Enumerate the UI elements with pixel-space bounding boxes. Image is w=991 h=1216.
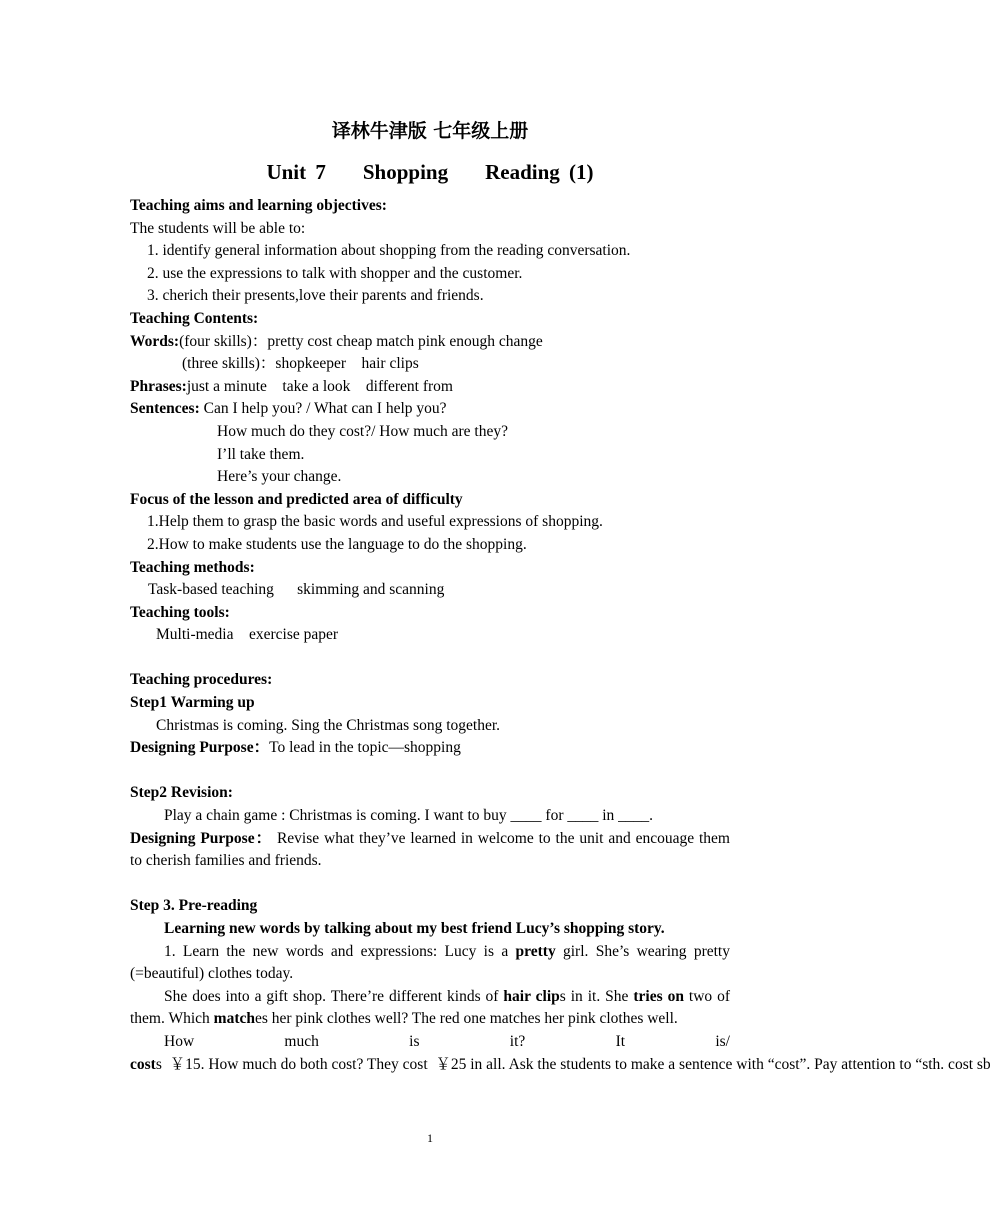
tools-heading: Teaching tools:: [130, 603, 230, 621]
aim-item: 3. cherich their presents,love their parents and friends.: [147, 287, 484, 305]
step3-heading: Step 3. Pre-reading: [130, 897, 258, 915]
text-run: s in it. She: [559, 987, 634, 1005]
step3-subheading: Learning new words by talking about my best friend Lucy’s shopping story.: [164, 920, 665, 937]
keyword-pretty: pretty: [515, 942, 556, 960]
aim-item: 2. use the expressions to talk with shopper and the customer.: [147, 264, 523, 282]
words-label: Words:: [130, 332, 180, 350]
document-title-unit: [0, 160, 860, 185]
step2-text: Play a chain game : Christmas is coming. I want to buy ____ for ____ in ____.: [164, 807, 654, 825]
step1-heading: Step1 Warming up: [130, 694, 255, 712]
step2-heading: Step2 Revision:: [130, 784, 233, 802]
words-line: [130, 331, 730, 354]
phrases-text: just a minute take a look different from: [186, 377, 453, 395]
spacer: [130, 873, 730, 896]
tools-text: Multi-media exercise paper: [156, 626, 339, 644]
step2-purpose-line: [130, 828, 730, 873]
methods-text: Task-based teaching skimming and scanning: [148, 581, 445, 599]
purpose-label: Designing Purpose：: [130, 829, 273, 847]
unit-title-text: Unit 7 Shopping Reading (1): [266, 160, 594, 184]
text-run: How much is it? It is/: [164, 1032, 730, 1050]
focus-heading: Focus of the lesson and predicted area of difficulty: [130, 490, 463, 508]
procedures-heading: Teaching procedures:: [130, 671, 273, 689]
text-run: girl. She’s wearing pretty (=beautiful) clothes today.: [130, 942, 730, 983]
step2-purpose: Revise what they’ve learned in welcome to the unit and encouage them to cherish families and friends.: [130, 829, 730, 870]
words-four-skills: (four skills)：pretty cost cheap match pink enough change: [179, 332, 543, 350]
paragraph-pretty: [130, 941, 730, 986]
keyword-tries-on: tries on: [633, 987, 684, 1005]
spacer: [130, 760, 730, 783]
sentence-item: How much do they cost?/ How much are they?: [217, 422, 508, 440]
aims-heading: Teaching aims and learning objectives:: [130, 197, 387, 214]
step1-purpose: To lead in the topic—shopping: [269, 739, 461, 757]
words-three-skills: (three skills)：shopkeeper hair clips: [182, 355, 419, 373]
document-title-chinese: 译林牛津版 七年级上册: [331, 120, 529, 142]
text-run: She does into a gift shop. There’re different kinds of: [164, 987, 504, 1005]
spacer: [130, 647, 730, 670]
step1-purpose-line: [130, 737, 730, 760]
focus-item: 1.Help them to grasp the basic words and useful expressions of shopping.: [147, 513, 603, 531]
sentence-item: Can I help you? / What can I help you?: [199, 400, 447, 418]
text-run: s ￥15. How much do both cost? They cost ￥25 in all. Ask the students to make a sentence with “cost”. Pay attention to “sth. cost sb: [155, 1055, 991, 1073]
keyword-cost: cost: [130, 1055, 156, 1073]
paragraph-cost: [130, 1031, 991, 1076]
paragraph-hair-clips: [130, 986, 730, 1031]
keyword-match: match: [213, 1010, 255, 1028]
text-run: two of them. Which: [130, 987, 731, 1028]
sentence-item: I’ll take them.: [217, 445, 305, 463]
step1-text: Christmas is coming. Sing the Christmas song together.: [156, 716, 501, 734]
page-number: 1: [427, 1131, 433, 1145]
methods-heading: Teaching methods:: [130, 558, 255, 576]
contents-heading: Teaching Contents:: [130, 309, 259, 327]
sentences-label: Sentences:: [130, 400, 200, 418]
sentence-item: Here’s your change.: [217, 468, 342, 486]
text-run: es her pink clothes well? The red one matches her pink clothes well.: [254, 1010, 678, 1028]
aim-item: 1. identify general information about shopping from the reading conversation.: [147, 242, 631, 260]
phrases-label: Phrases:: [130, 377, 187, 395]
aims-intro: The students will be able to:: [130, 219, 306, 237]
phrases-line: [130, 376, 730, 399]
focus-item: 2.How to make students use the language to do the shopping.: [147, 535, 527, 553]
document-body: [130, 195, 991, 1076]
keyword-hair-clip: hair clip: [503, 987, 560, 1005]
purpose-label: Designing Purpose：: [130, 739, 270, 757]
text-run: 1. Learn the new words and expressions: Lucy is a: [164, 942, 516, 960]
sentences-line: [130, 398, 730, 421]
